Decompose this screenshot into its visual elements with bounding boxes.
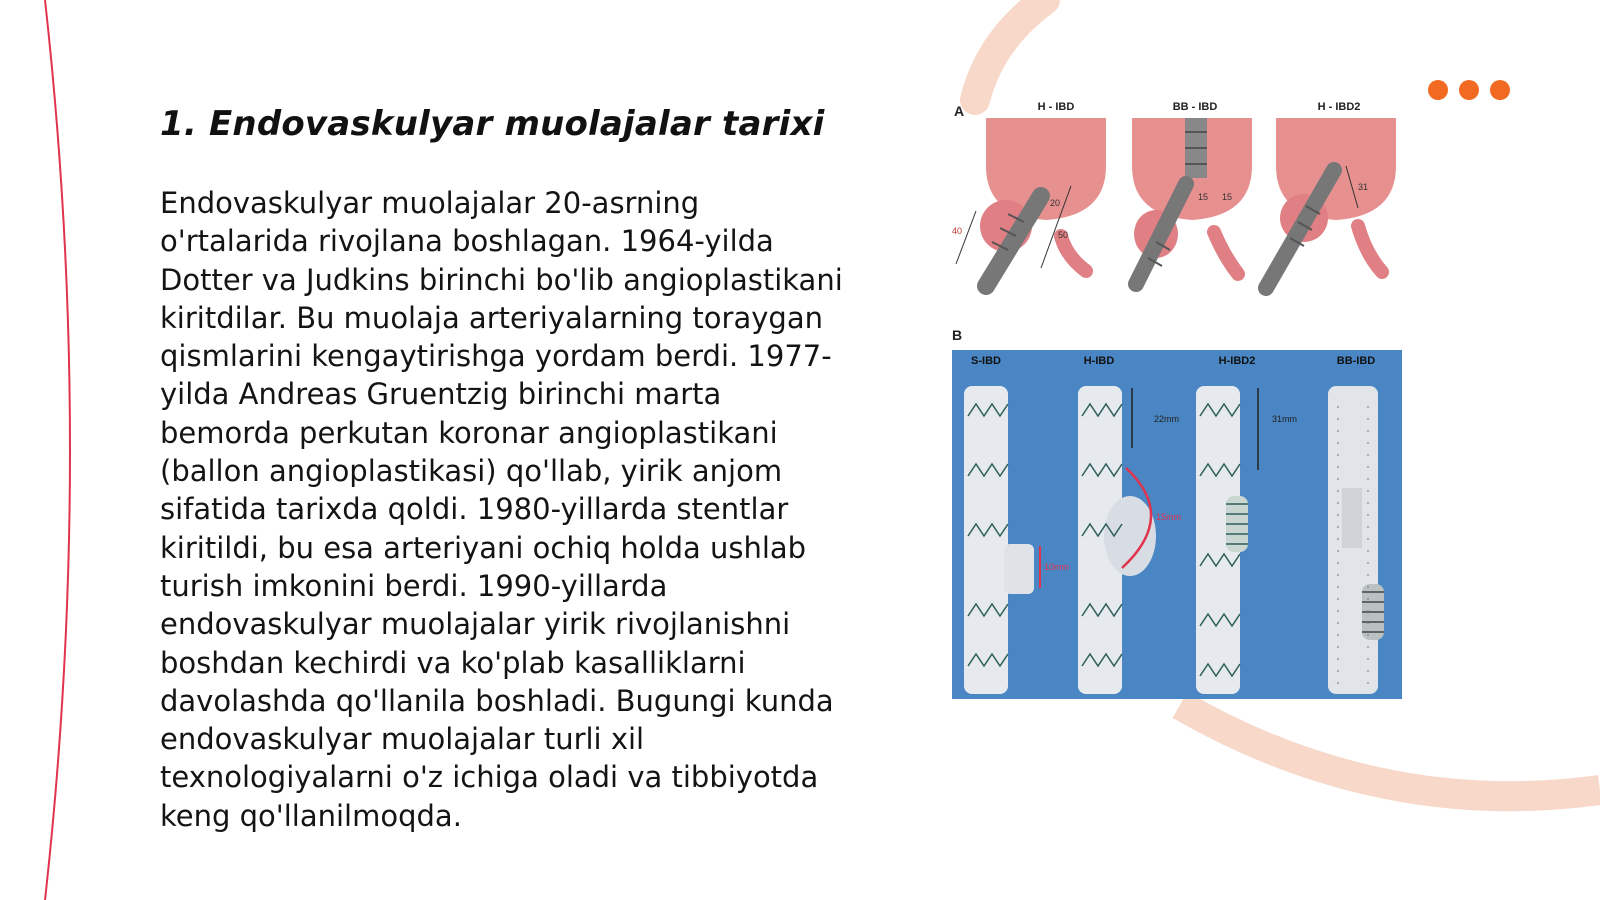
vessel-illustration <box>952 118 1106 286</box>
panel-a-measure: 40 <box>952 226 963 236</box>
panel-b-measure: 22mm <box>1154 414 1180 424</box>
vessel-illustration <box>1266 118 1396 288</box>
slide-body-text: Endovaskulyar muolajalar 20-asrning o'rtalarida rivojlana boshlagan. 1964-yilda Dotter va Judkins birinchi bo'lib angioplastikani kiritdilar. Bu muolaja arteriyalarning toraygan qismlarini kengaytirishga yordam berdi. 1977-yilda Andreas Gruentzig birinchi marta bemorda perkutan koronar angioplastikani (ballon angioplastikasi) qo'llab, yirik anjom sifatida tarixda qoldi. 1980-yillarda stentlar kiritildi, bu esa arteriyani ochiq holda ushlab turish imkonini berdi. 1990-yillarda endovaskulyar muolajalar yirik rivojlanishni boshdan kechirdi va ko'plab kasalliklarni davolashda qo'llanila boshladi. Bugungi kunda endovaskulyar muolajalar turli xil texnologiyalarni o'z ichiga oladi va tibbiyotda keng qo'llanilmoqda. <box>160 186 843 833</box>
panel-a-measure: 31 <box>1358 182 1369 192</box>
panel-b-measure: 31mm <box>1272 414 1298 424</box>
panel-a-label: BB - IBD <box>1172 101 1218 113</box>
panel-b <box>952 327 1402 699</box>
figure-illustration <box>946 96 1406 704</box>
panel-b-label: BB-IBD <box>1336 355 1376 367</box>
dots-ornament-icon <box>1428 80 1510 100</box>
panel-a-label: H - IBD <box>1037 101 1075 113</box>
orange-dot <box>1428 80 1448 100</box>
orange-dot <box>1459 80 1479 100</box>
panel-a-measure: 15 <box>1198 192 1209 202</box>
panel-b-measure: 15mm <box>1156 512 1182 522</box>
orange-dot <box>1490 80 1510 100</box>
panel-a-measure: 50 <box>1058 230 1069 240</box>
panel-b-label: H-IBD <box>1083 355 1115 367</box>
medical-figure <box>946 96 1406 704</box>
panel-a-label: H - IBD2 <box>1317 101 1361 113</box>
vessel-illustration <box>1132 118 1252 284</box>
panel-a-letter: A <box>954 103 965 119</box>
panel-b-label: H-IBD2 <box>1218 355 1256 367</box>
bottom-peach-arc <box>1180 705 1600 796</box>
panel-a-measure: 15 <box>1222 192 1233 202</box>
top-peach-arc <box>975 0 1045 100</box>
panel-b-measure: 10mm <box>1044 562 1070 572</box>
panel-a <box>952 101 1396 288</box>
panel-b-label: S-IBD <box>971 355 1001 367</box>
panel-a-measure: 20 <box>1050 198 1061 208</box>
stent-graft-illustration <box>1328 386 1384 694</box>
panel-b-letter: B <box>952 327 963 343</box>
slide-title: 1. Endovaskulyar muolajalar tarixi <box>160 104 825 144</box>
left-accent-curve <box>45 0 70 900</box>
